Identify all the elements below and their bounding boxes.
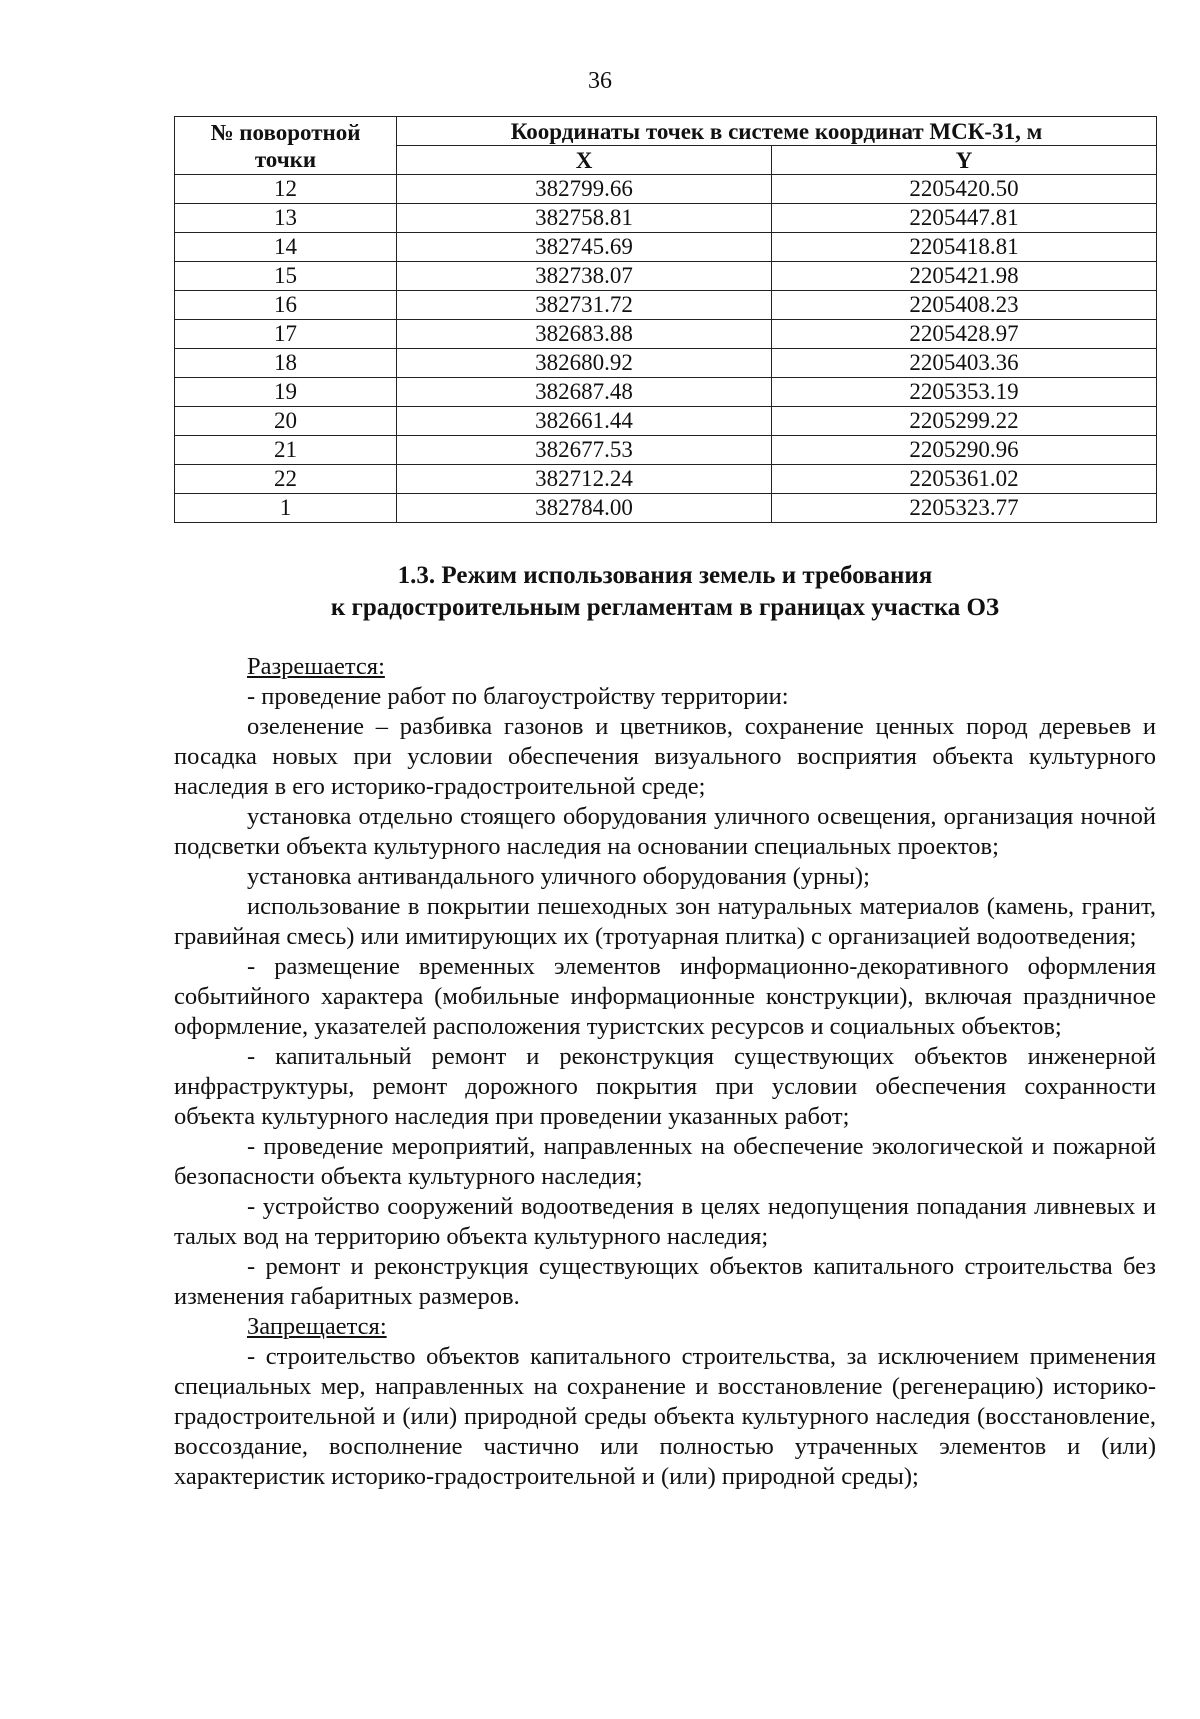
paragraph: - строительство объектов капитального строительства, за исключением применения специальных мер, направленных на сохранение и восстановление (регенерацию) историко-градостроительной и (или) природной среды объекта культурного наследия (восстановление, воссоздание, восполнение частично или полностью утраченных элементов и (или) характеристик историко-градостроительной и (или) природной среды); xyxy=(174,1343,1156,1490)
header-y: Y xyxy=(772,146,1157,175)
x-coordinate-cell: 382687.48 xyxy=(397,378,772,407)
paragraph: - капитальный ремонт и реконструкция существующих объектов инженерной инфраструктуры, ремонт дорожного покрытия при условии обеспечения сохранности объекта культурного наследия при проведении указанных работ; xyxy=(174,1043,1156,1130)
table-row xyxy=(175,407,1157,436)
point-number-cell: 22 xyxy=(175,465,397,494)
x-coordinate-cell: 382683.88 xyxy=(397,320,772,349)
paragraph: - ремонт и реконструкция существующих объектов капитального строительства без изменения габаритных размеров. xyxy=(174,1253,1156,1310)
y-coordinate-cell: 2205299.22 xyxy=(772,407,1157,436)
paragraph: озеленение – разбивка газонов и цветников, сохранение ценных пород деревьев и посадка новых при условии обеспечения визуального восприятия объекта культурного наследия в его историко-градостроительной среде; xyxy=(174,713,1156,800)
table-row xyxy=(175,349,1157,378)
point-number-cell: 19 xyxy=(175,378,397,407)
header-x: X xyxy=(397,146,772,175)
x-coordinate-cell: 382661.44 xyxy=(397,407,772,436)
subheading xyxy=(174,1312,1156,1342)
point-number-cell: 15 xyxy=(175,262,397,291)
section-title-line-1: 1.3. Режим использования земель и требования xyxy=(397,562,933,589)
x-coordinate-cell: 382758.81 xyxy=(397,204,772,233)
header-coordinates: Координаты точек в системе координат МСК-31, м xyxy=(397,117,1157,146)
table-row xyxy=(175,204,1157,233)
paragraph: - размещение временных элементов информационно-декоративного оформления событийного характера (мобильные информационные конструкции), включая праздничное оформление, указателей расположения туристских ресурсов и социальных объектов; xyxy=(174,953,1156,1040)
table-header-row xyxy=(175,117,1157,146)
table-row xyxy=(175,465,1157,494)
x-coordinate-cell: 382731.72 xyxy=(397,291,772,320)
paragraph: установка антивандального уличного оборудования (урны); xyxy=(247,863,870,890)
y-coordinate-cell: 2205323.77 xyxy=(772,494,1157,523)
table-row xyxy=(175,494,1157,523)
table-row xyxy=(175,175,1157,204)
paragraph: установка отдельно стоящего оборудования уличного освещения, организация ночной подсветки объекта культурного наследия на основании специальных проектов; xyxy=(174,803,1156,860)
point-number-cell: 18 xyxy=(175,349,397,378)
subheading xyxy=(174,652,1156,682)
point-number-cell: 13 xyxy=(175,204,397,233)
y-coordinate-cell: 2205428.97 xyxy=(772,320,1157,349)
x-coordinate-cell: 382712.24 xyxy=(397,465,772,494)
y-coordinate-cell: 2205408.23 xyxy=(772,291,1157,320)
paragraph: - устройство сооружений водоотведения в целях недопущения попадания ливневых и талых вод на территорию объекта культурного наследия; xyxy=(174,1193,1156,1250)
y-coordinate-cell: 2205290.96 xyxy=(772,436,1157,465)
table-row xyxy=(175,378,1157,407)
point-number-cell: 14 xyxy=(175,233,397,262)
point-number-cell: 20 xyxy=(175,407,397,436)
header-point-number: № поворотной точки xyxy=(175,117,397,175)
section-title xyxy=(174,560,1156,624)
y-coordinate-cell: 2205420.50 xyxy=(772,175,1157,204)
point-number-cell: 12 xyxy=(175,175,397,204)
subheading-label: Разрешается: xyxy=(247,653,385,680)
paragraph: - проведение мероприятий, направленных на обеспечение экологической и пожарной безопасности объекта культурного наследия; xyxy=(174,1133,1156,1190)
x-coordinate-cell: 382680.92 xyxy=(397,349,772,378)
page-number: 36 xyxy=(588,68,612,94)
paragraph: - проведение работ по благоустройству территории: xyxy=(247,683,789,710)
paragraph: использование в покрытии пешеходных зон натуральных материалов (камень, гранит, гравийная смесь) или имитирующих их (тротуарная плитка) с организацией водоотведения; xyxy=(174,893,1156,950)
y-coordinate-cell: 2205361.02 xyxy=(772,465,1157,494)
x-coordinate-cell: 382799.66 xyxy=(397,175,772,204)
x-coordinate-cell: 382745.69 xyxy=(397,233,772,262)
point-number-cell: 16 xyxy=(175,291,397,320)
subheading-label: Запрещается: xyxy=(247,1313,387,1340)
x-coordinate-cell: 382738.07 xyxy=(397,262,772,291)
table-row xyxy=(175,320,1157,349)
table-row xyxy=(175,291,1157,320)
x-coordinate-cell: 382677.53 xyxy=(397,436,772,465)
point-number-cell: 1 xyxy=(175,494,397,523)
section-title-line-2: к градостроительным регламентам в границах участка ОЗ xyxy=(330,594,1000,621)
y-coordinate-cell: 2205353.19 xyxy=(772,378,1157,407)
coordinates-table xyxy=(174,116,1157,523)
body-text xyxy=(174,652,1156,1492)
y-coordinate-cell: 2205403.36 xyxy=(772,349,1157,378)
table-row xyxy=(175,233,1157,262)
point-number-cell: 17 xyxy=(175,320,397,349)
y-coordinate-cell: 2205447.81 xyxy=(772,204,1157,233)
table-row xyxy=(175,262,1157,291)
point-number-cell: 21 xyxy=(175,436,397,465)
table-row xyxy=(175,436,1157,465)
y-coordinate-cell: 2205421.98 xyxy=(772,262,1157,291)
x-coordinate-cell: 382784.00 xyxy=(397,494,772,523)
table-body xyxy=(175,175,1157,523)
y-coordinate-cell: 2205418.81 xyxy=(772,233,1157,262)
